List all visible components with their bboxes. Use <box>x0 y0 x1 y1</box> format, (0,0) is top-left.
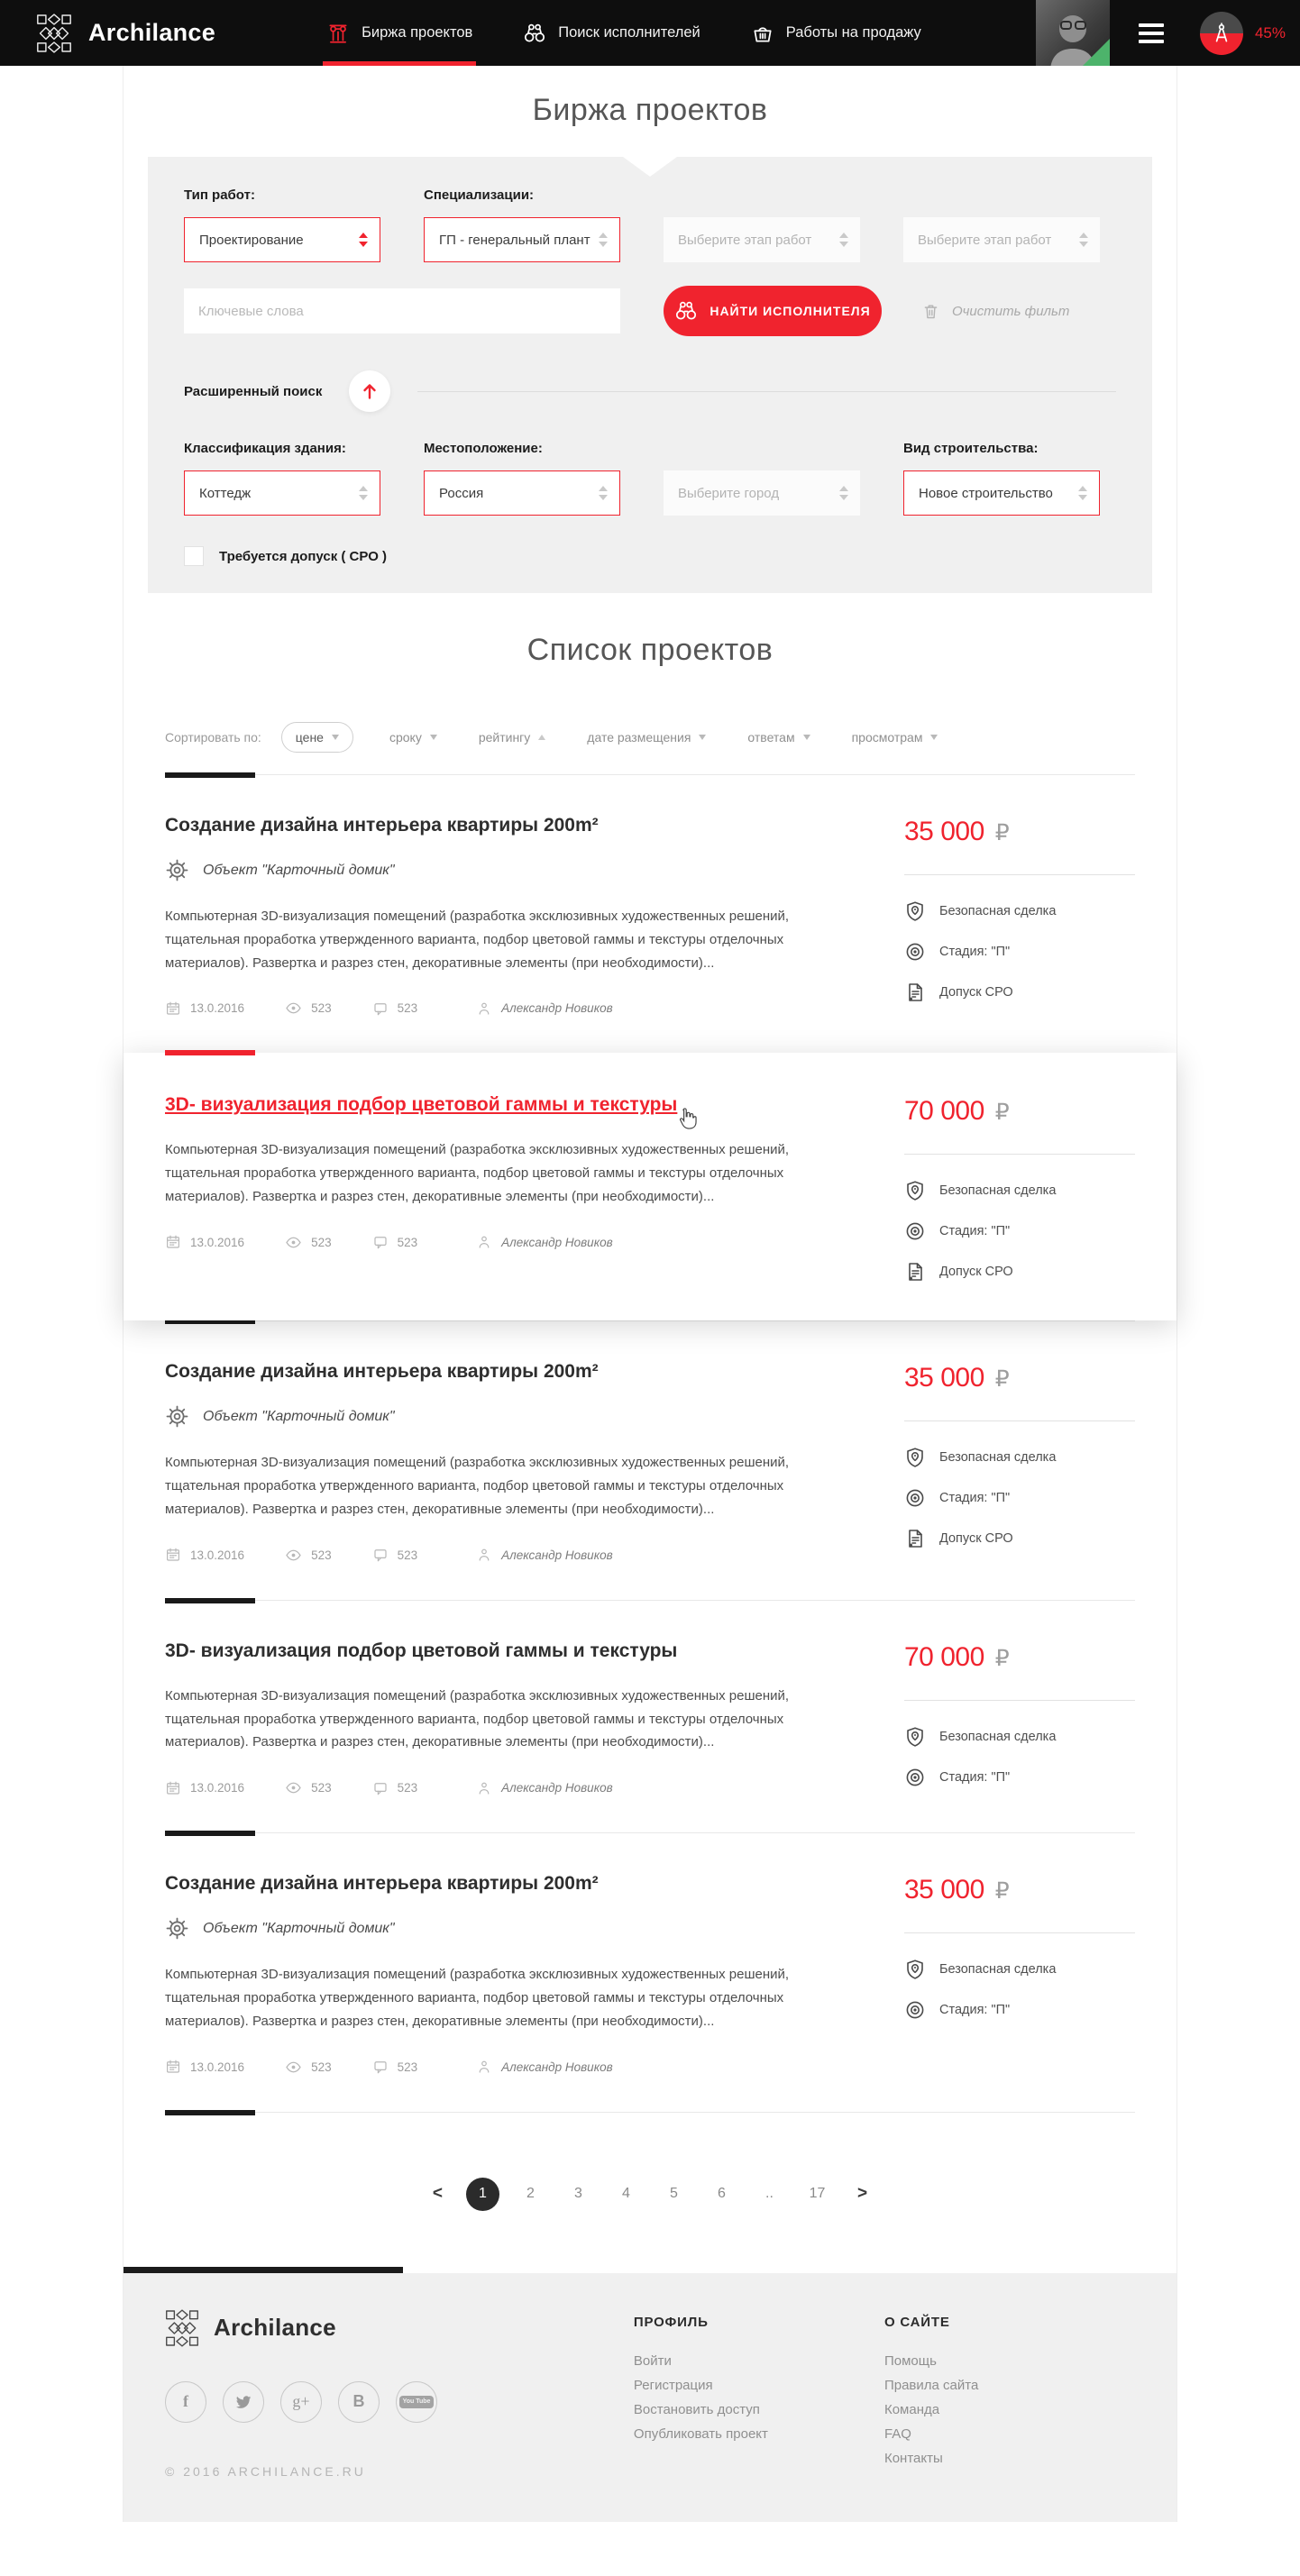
person-icon <box>476 1234 492 1250</box>
pagination-page-6[interactable]: 6 <box>718 2186 726 2202</box>
select-arrows-icon <box>359 233 368 247</box>
badge-sro: Допуск СРО <box>904 1528 1135 1549</box>
arrow-up-icon <box>359 380 380 402</box>
target-icon <box>904 941 926 963</box>
divider <box>904 1154 1135 1155</box>
nav-label: Работы на продажу <box>785 24 921 41</box>
project-object: Объект "Карточный домик" <box>165 1404 850 1429</box>
specialization-select[interactable]: ГП - генеральный плант <box>424 217 620 262</box>
project-author[interactable]: Александр Новиков <box>476 1234 613 1250</box>
select-arrows-icon <box>839 233 848 247</box>
project-title[interactable]: Создание дизайна интерьера квартиры 200m² <box>165 815 599 836</box>
project-price: 70 000 ₽ <box>904 1641 1010 1672</box>
binoculars-icon <box>523 22 546 45</box>
eye-icon <box>285 1779 302 1796</box>
badge-sro: Допуск СРО <box>904 982 1135 1003</box>
footer-brand-name: Archilance <box>214 2314 336 2342</box>
project-card <box>165 1832 1135 2111</box>
project-comments: 523 <box>372 2059 418 2075</box>
clear-filter-button[interactable]: Очистить фильт <box>921 302 1069 321</box>
copyright: © 2016 ARCHILANCE.RU <box>165 2463 366 2479</box>
ruble-sign: ₽ <box>994 1100 1010 1126</box>
project-card <box>165 1600 1135 1832</box>
eye-icon <box>285 1234 302 1251</box>
logo-icon <box>165 2309 199 2347</box>
nav-label: Поиск исполнителей <box>558 24 700 41</box>
project-price: 35 000 ₽ <box>904 1363 1010 1393</box>
sro-checkbox-label: Требуется допуск ( СРО ) <box>219 548 388 564</box>
comment-icon <box>372 1780 389 1796</box>
logo[interactable] <box>36 14 215 53</box>
project-card <box>165 1320 1135 1599</box>
target-icon <box>904 1487 926 1509</box>
project-author[interactable]: Александр Новиков <box>476 2059 613 2075</box>
footer-link-team[interactable]: Команда <box>883 2401 940 2417</box>
work-type-select[interactable]: Проектирование <box>184 217 380 262</box>
advanced-search-label: Расширенный поиск <box>184 383 323 399</box>
select-arrows-icon <box>839 486 848 500</box>
pagination-next[interactable]: > <box>857 2184 868 2204</box>
footer-top-bar <box>124 2267 403 2273</box>
basket-icon <box>751 22 774 45</box>
project-date: 13.0.2016 <box>165 1780 244 1796</box>
divider <box>904 1932 1135 1933</box>
footer-link-contacts[interactable]: Контакты <box>883 2450 943 2466</box>
calendar-icon <box>165 1547 181 1563</box>
footer-link-login[interactable]: Войти <box>633 2352 672 2369</box>
project-price: 70 000 ₽ <box>904 1096 1010 1127</box>
select-arrows-icon <box>599 233 608 247</box>
target-icon <box>904 1767 926 1788</box>
nav-item-works-for-sale[interactable] <box>726 0 947 66</box>
user-avatar[interactable] <box>1036 0 1110 66</box>
construction-type-select[interactable]: Новое строительство <box>903 470 1100 516</box>
compass-badge-icon <box>1200 12 1243 55</box>
project-date: 13.0.2016 <box>165 1000 244 1017</box>
project-meta <box>165 2059 850 2076</box>
person-icon <box>476 1000 492 1017</box>
eye-icon <box>285 1547 302 1564</box>
list-end-divider <box>165 2112 1135 2113</box>
building-class-label: Классификация здания: <box>184 441 346 456</box>
shield-icon <box>904 1726 926 1748</box>
target-icon <box>904 1999 926 2021</box>
project-date: 13.0.2016 <box>165 2059 244 2075</box>
calendar-icon <box>165 1234 181 1250</box>
shield-icon <box>904 1180 926 1201</box>
project-price: 35 000 ₽ <box>904 1875 1010 1905</box>
project-views: 523 <box>285 2059 332 2076</box>
comment-icon <box>372 1547 389 1563</box>
project-meta <box>165 1234 850 1251</box>
sro-checkbox[interactable] <box>184 546 204 566</box>
project-views: 523 <box>285 1779 332 1796</box>
keywords-input[interactable] <box>184 288 620 333</box>
sort-down-icon <box>803 735 810 740</box>
profile-progress-percent: 45% <box>1254 23 1286 41</box>
sort-option-price[interactable]: цене <box>281 722 353 753</box>
select-arrows-icon <box>1078 486 1087 500</box>
eye-icon <box>285 1000 302 1017</box>
project-list <box>124 774 1176 2113</box>
sort-down-icon <box>699 735 706 740</box>
ruble-sign: ₽ <box>994 820 1010 845</box>
project-side <box>904 1094 1135 1283</box>
site-footer <box>124 2273 1176 2522</box>
footer-link-help[interactable]: Помощь <box>883 2352 937 2369</box>
project-description: Компьютерная 3D-визуализация помещений (разработка эксклюзивных художественных решений, тщательная проработка утвержденного варианта, подбор цветовой гаммы и текстуры отделочных материалов). Развертка и разрез стен, декоративные элементы (при необходимости)... <box>165 1687 790 1750</box>
footer-column-title: ПРОФИЛЬ <box>633 2314 709 2330</box>
site-header <box>0 0 1300 66</box>
project-views: 523 <box>285 1234 332 1251</box>
divider <box>904 1700 1135 1701</box>
sort-option-rating[interactable]: рейтингу <box>479 730 545 744</box>
project-meta <box>165 1000 850 1017</box>
badge-safe-deal: Безопасная сделка <box>904 1959 1135 1980</box>
footer-column-profile <box>634 2309 884 2479</box>
project-comments: 523 <box>372 1780 418 1796</box>
shield-icon <box>904 1959 926 1980</box>
page-container <box>123 66 1177 2522</box>
ruble-sign: ₽ <box>994 1645 1010 1671</box>
project-comments: 523 <box>372 1547 418 1563</box>
sort-option-date[interactable]: дате размещения <box>587 730 706 744</box>
pagination-page-1[interactable]: 1 <box>466 2178 499 2211</box>
badge-stage: Стадия: "П" <box>904 1220 1135 1242</box>
profile-progress[interactable] <box>1200 12 1286 55</box>
select-arrows-icon <box>359 486 368 500</box>
column-icon <box>326 22 350 45</box>
city-select[interactable]: Выберите город <box>664 470 860 516</box>
select-arrows-icon <box>599 486 608 500</box>
main-nav <box>301 0 947 66</box>
project-date: 13.0.2016 <box>165 1234 244 1250</box>
pagination-page-5[interactable]: 5 <box>670 2186 678 2202</box>
project-side <box>904 1873 1135 2075</box>
find-contractor-button[interactable]: НАЙТИ ИСПОЛНИТЕЛЯ <box>664 286 882 336</box>
project-comments: 523 <box>372 1234 418 1250</box>
pagination <box>124 2178 1176 2211</box>
list-title: Список проектов <box>526 633 774 667</box>
sort-up-icon <box>538 735 545 740</box>
header-right <box>1036 0 1300 66</box>
calendar-icon <box>165 1780 181 1796</box>
sort-down-icon <box>332 735 339 740</box>
work-stage-select-1[interactable]: Выберите этап работ <box>664 217 860 262</box>
project-date: 13.0.2016 <box>165 1547 244 1563</box>
document-icon <box>904 982 926 1003</box>
comment-icon <box>372 2059 389 2075</box>
calendar-icon <box>165 1000 181 1017</box>
project-description: Компьютерная 3D-визуализация помещений (разработка эксклюзивных художественных решений, тщательная проработка утвержденного варианта, подбор цветовой гаммы и текстуры отделочных материалов). Развертка и разрез стен, декоративные элементы (при необходимости)... <box>165 909 790 971</box>
sort-label: Сортировать по: <box>165 730 261 744</box>
sort-down-icon <box>430 735 437 740</box>
project-author[interactable]: Александр Новиков <box>476 1547 613 1563</box>
shield-icon <box>904 900 926 922</box>
twitter-icon[interactable] <box>223 2381 264 2423</box>
gear-icon <box>165 1916 189 1941</box>
footer-column-about <box>884 2309 1135 2479</box>
ruble-sign: ₽ <box>994 1878 1010 1905</box>
badge-stage: Стадия: "П" <box>904 941 1135 963</box>
footer-column-title: О САЙТЕ <box>883 2314 950 2330</box>
badge-safe-deal: Безопасная сделка <box>904 900 1135 922</box>
gear-icon <box>165 858 189 882</box>
page-title: Биржа проектов <box>532 93 768 127</box>
select-arrows-icon <box>1079 233 1088 247</box>
eye-icon <box>285 2059 302 2076</box>
nav-label: Биржа проектов <box>362 24 473 41</box>
brand-name: Archilance <box>88 19 216 46</box>
project-side <box>904 1640 1135 1796</box>
calendar-icon <box>165 2059 181 2075</box>
project-card-highlighted <box>124 1053 1176 1320</box>
project-comments: 523 <box>372 1000 418 1017</box>
divider <box>904 1420 1135 1421</box>
pagination-page-4[interactable]: 4 <box>622 2186 630 2202</box>
cursor-hand-icon <box>674 1107 698 1130</box>
footer-link-publish-project[interactable]: Опубликовать проект <box>633 2425 768 2442</box>
person-icon <box>476 1780 492 1796</box>
badge-stage: Стадия: "П" <box>904 1999 1135 2021</box>
project-author[interactable]: Александр Новиков <box>476 1780 613 1796</box>
sort-down-icon <box>930 735 938 740</box>
construction-type-label: Вид строительства: <box>903 441 1039 456</box>
building-class-select[interactable]: Коттедж <box>184 470 380 516</box>
badge-safe-deal: Безопасная сделка <box>904 1726 1135 1748</box>
logo-icon <box>36 14 72 53</box>
person-icon <box>476 2059 492 2075</box>
sort-option-answers[interactable]: ответам <box>747 730 810 744</box>
work-stage-select-2[interactable]: Выберите этап работ <box>903 217 1100 262</box>
project-title[interactable]: Создание дизайна интерьера квартиры 200m² <box>165 1873 599 1895</box>
comment-icon <box>372 1234 389 1250</box>
facebook-icon[interactable]: f <box>165 2381 206 2423</box>
hamburger-menu-icon[interactable] <box>1139 23 1164 43</box>
divider <box>417 391 1116 392</box>
card-top-dash <box>165 1831 255 1836</box>
footer-logo[interactable] <box>165 2309 634 2347</box>
card-top-dash <box>165 2110 255 2115</box>
project-price: 35 000 ₽ <box>904 817 1010 846</box>
badge-stage: Стадия: "П" <box>904 1487 1135 1509</box>
pagination-page-2[interactable]: 2 <box>526 2186 535 2202</box>
project-meta <box>165 1779 850 1796</box>
pagination-ellipsis: .. <box>765 2186 774 2202</box>
footer-link-faq[interactable]: FAQ <box>883 2425 911 2442</box>
project-description: Компьютерная 3D-визуализация помещений (разработка эксклюзивных художественных решений, тщательная проработка утвержденного варианта, подбор цветовой гаммы и текстуры отделочных материалов). Развертка и разрез стен, декоративные элементы (при необходимости)... <box>165 1142 790 1204</box>
project-title-link[interactable]: 3D- визуализация подбор цветовой гаммы и текстуры <box>165 1094 678 1116</box>
document-icon <box>904 1261 926 1283</box>
filter-panel <box>148 157 1152 593</box>
nav-item-projects[interactable] <box>301 0 498 66</box>
project-description: Компьютерная 3D-визуализация помещений (разработка эксклюзивных художественных решений, тщательная проработка утвержденного варианта, подбор цветовой гаммы и текстуры отделочных материалов). Развертка и разрез стен, декоративные элементы (при необходимости)... <box>165 1967 790 2029</box>
card-top-dash <box>165 772 255 778</box>
trash-icon <box>921 302 940 321</box>
footer-link-register[interactable]: Регистрация <box>633 2377 713 2393</box>
badge-sro: Допуск СРО <box>904 1261 1135 1283</box>
card-top-dash <box>165 1598 255 1603</box>
gear-icon <box>165 1404 189 1429</box>
document-icon <box>904 1528 926 1549</box>
country-select[interactable]: Россия <box>424 470 620 516</box>
project-object: Объект "Карточный домик" <box>165 1916 850 1941</box>
nav-item-contractors[interactable] <box>498 0 726 66</box>
ruble-sign: ₽ <box>994 1366 1010 1393</box>
project-views: 523 <box>285 1547 332 1564</box>
type-label: Тип работ: <box>184 187 255 203</box>
project-object: Объект "Карточный домик" <box>165 858 850 882</box>
spec-label: Специализации: <box>424 187 535 203</box>
target-icon <box>904 1220 926 1242</box>
pagination-prev[interactable]: < <box>432 2184 443 2204</box>
project-card <box>165 774 1135 1053</box>
project-side <box>904 1361 1135 1563</box>
card-top-dash <box>165 1050 255 1055</box>
project-description: Компьютерная 3D-визуализация помещений (разработка эксклюзивных художественных решений, тщательная проработка утвержденного варианта, подбор цветовой гаммы и текстуры отделочных материалов). Развертка и разрез стен, декоративные элементы (при необходимости)... <box>165 1455 790 1517</box>
pagination-page-17[interactable]: 17 <box>809 2186 826 2202</box>
shield-icon <box>904 1447 926 1468</box>
avatar-online-corner <box>1083 39 1110 66</box>
vk-icon[interactable]: B <box>338 2381 380 2423</box>
project-views: 523 <box>285 1000 332 1017</box>
google-plus-icon[interactable]: g+ <box>280 2381 322 2423</box>
project-meta <box>165 1547 850 1564</box>
badge-stage: Стадия: "П" <box>904 1767 1135 1788</box>
sort-bar <box>165 722 1135 753</box>
project-side <box>904 815 1135 1017</box>
sort-option-views[interactable]: просмотрам <box>852 730 938 744</box>
footer-link-restore-access[interactable]: Востановить доступ <box>633 2401 760 2417</box>
project-title[interactable]: Создание дизайна интерьера квартиры 200m² <box>165 1361 599 1383</box>
sort-option-term[interactable]: сроку <box>389 730 437 744</box>
binoculars-icon <box>674 299 698 323</box>
comment-icon <box>372 1000 389 1017</box>
pagination-page-3[interactable]: 3 <box>574 2186 582 2202</box>
social-links <box>165 2381 634 2423</box>
person-icon <box>476 1547 492 1563</box>
badge-safe-deal: Безопасная сделка <box>904 1180 1135 1201</box>
project-author[interactable]: Александр Новиков <box>476 1000 613 1017</box>
collapse-advanced-button[interactable] <box>349 370 390 412</box>
youtube-icon[interactable]: You Tube <box>396 2381 437 2423</box>
location-label: Местоположение: <box>424 441 543 456</box>
badge-safe-deal: Безопасная сделка <box>904 1447 1135 1468</box>
project-title[interactable]: 3D- визуализация подбор цветовой гаммы и текстуры <box>165 1640 678 1661</box>
divider <box>904 874 1135 875</box>
footer-link-rules[interactable]: Правила сайта <box>883 2377 979 2393</box>
